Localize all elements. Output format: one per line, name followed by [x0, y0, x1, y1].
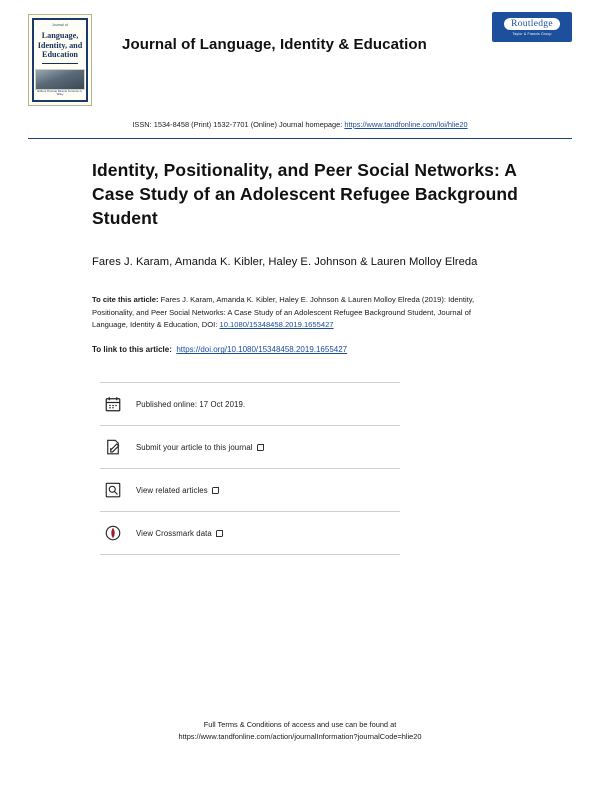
cover-editors: Editors Thomas Ricento Terrence G. Wiley [37, 88, 83, 97]
action-submit-article[interactable] [100, 426, 400, 469]
issn-line [0, 120, 600, 129]
cover-photo [35, 69, 85, 90]
masthead [0, 0, 600, 129]
page-footer [0, 719, 600, 744]
journal-cover-thumbnail [28, 14, 92, 106]
pencil-paper-icon [100, 434, 126, 460]
article-link-block [92, 345, 542, 354]
external-link-icon [257, 444, 264, 451]
footer-journal-info-link[interactable]: https://www.tandfonline.com/action/journalInformation?journalCode=hlie20 [178, 732, 422, 742]
action-list [100, 382, 400, 555]
article-title: Identity, Positionality, and Peer Social Networks: A Case Study of an Adolescent Refugee Background Student [92, 160, 518, 229]
cover-top-label: Journal of [52, 23, 68, 27]
citation-text: Fares J. Karam, Amanda K. Kibler, Haley E. Johnson & Lauren Molloy Elreda (2019): Identity, Positionality, and Peer Social Networks: A Case Study of an Adolescent Refugee Background Student, Journal of Language, Identity & Education, DOI: [92, 295, 475, 330]
article-link-label: To link to this article: [92, 345, 172, 355]
article-authors: Fares J. Karam, Amanda K. Kibler, Haley E. Johnson & Lauren Molloy Elreda [92, 256, 478, 269]
action-view-related[interactable] [100, 469, 400, 512]
action-label-published: Published online: 17 Oct 2019. [136, 399, 246, 409]
action-published-online [100, 382, 400, 426]
magnifier-icon [100, 477, 126, 503]
calendar-icon [100, 391, 126, 417]
action-view-crossmark[interactable] [100, 512, 400, 555]
publisher-tagline: Taylor & Francis Group [512, 32, 552, 36]
journal-homepage-link[interactable]: https://www.tandfonline.com/loi/hlie20 [344, 120, 468, 129]
routledge-logo [492, 12, 572, 42]
action-label-submit: Submit your article to this journal [136, 442, 253, 452]
issn-text: ISSN: 1534-8458 (Print) 1532-7701 (Online) Journal homepage: [132, 120, 345, 129]
citation-label: To cite this article: [92, 295, 159, 305]
article-content [92, 158, 542, 555]
footer-terms-text: Full Terms & Conditions of access and use can be found at [203, 719, 397, 729]
journal-cover-inner [32, 18, 88, 102]
cover-divider [42, 63, 78, 64]
citation-block [92, 294, 504, 331]
citation-doi-link[interactable]: 10.1080/15348458.2019.1655427 [219, 320, 334, 330]
publisher-name: Routledge [504, 18, 560, 30]
external-link-icon [216, 530, 223, 537]
header-divider [28, 138, 572, 139]
article-doi-link[interactable]: https://doi.org/10.1080/15348458.2019.1655427 [176, 345, 348, 355]
action-label-related: View related articles [136, 485, 208, 495]
action-label-crossmark: View Crossmark data [136, 528, 212, 538]
cover-title: Language, Identity, and Education [37, 31, 83, 60]
journal-title: Journal of Language, Identity & Education [122, 36, 427, 53]
crossmark-icon [100, 520, 126, 546]
external-link-icon [212, 487, 219, 494]
